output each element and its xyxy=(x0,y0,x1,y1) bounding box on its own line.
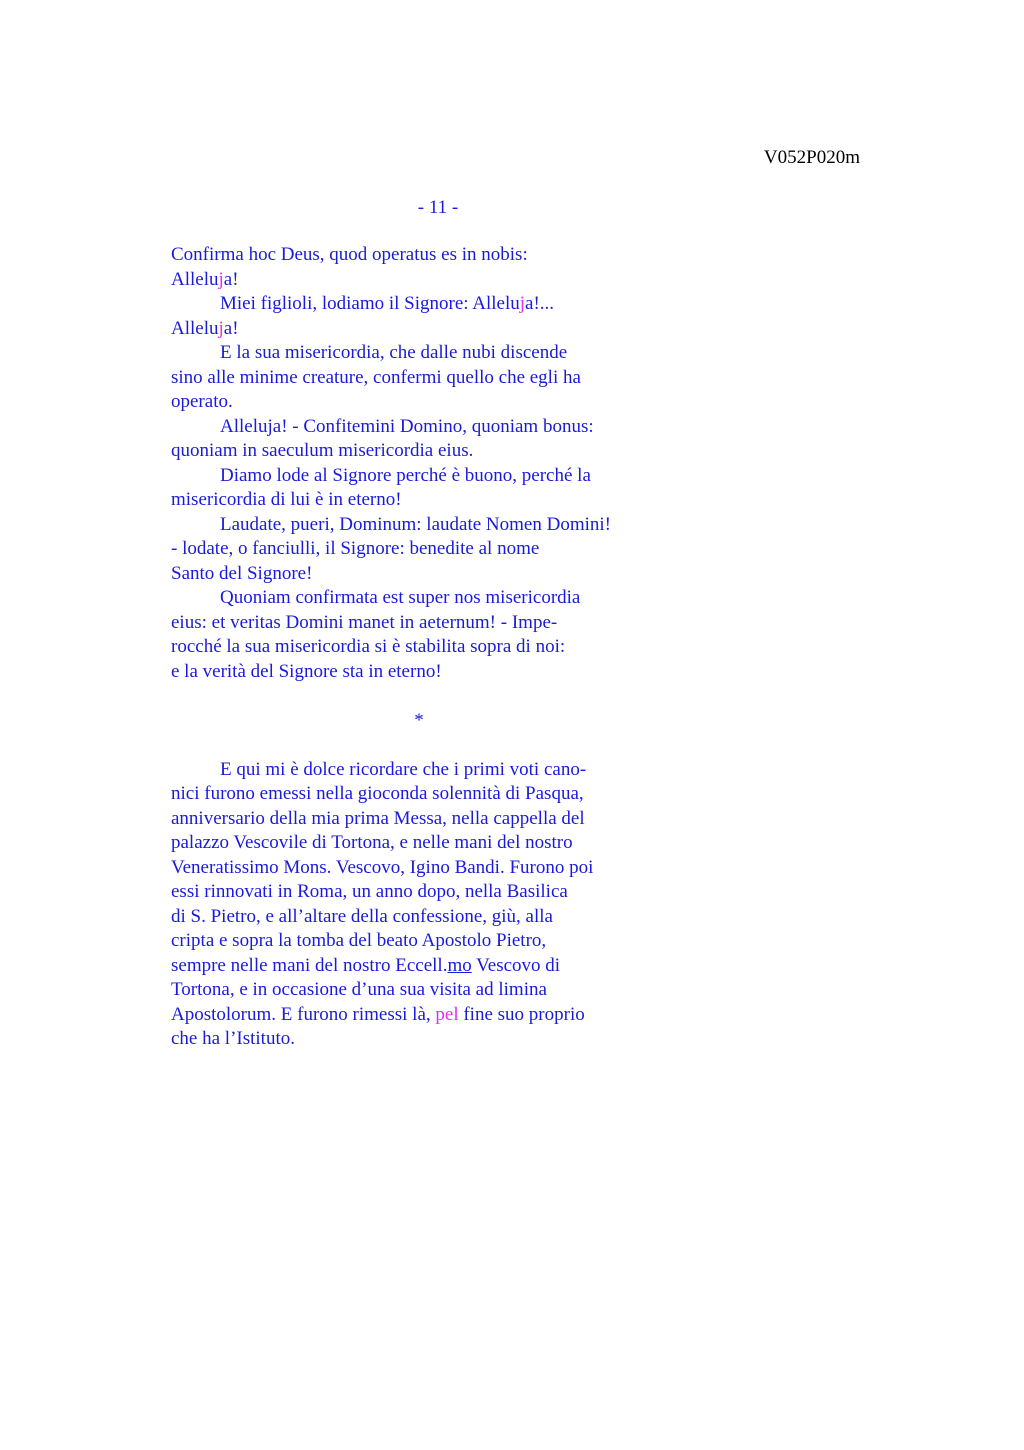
text-line xyxy=(171,586,731,611)
text-line xyxy=(171,635,731,660)
text-run: a! xyxy=(223,317,239,339)
spacer xyxy=(171,733,731,758)
text-line xyxy=(171,464,731,489)
text-run: Veneratissimo Mons. Vescovo, Igino Bandi. Furono poi xyxy=(171,856,594,878)
text-run: Allelu xyxy=(171,268,219,290)
text-line xyxy=(171,807,731,832)
text-line xyxy=(171,562,731,587)
text-line xyxy=(171,513,731,538)
document-body xyxy=(171,243,731,1052)
text-line xyxy=(171,831,731,856)
text-run: Allelu xyxy=(171,317,219,339)
text-line xyxy=(171,782,731,807)
text-run: di S. Pietro, e all’altare della confessione, giù, alla xyxy=(171,905,553,927)
underlined-text: mo xyxy=(447,954,472,976)
highlighted-text: j xyxy=(218,268,224,290)
page-number: - 11 - xyxy=(417,197,459,218)
text-run: Tortona, e in occasione d’una sua visita ad limina xyxy=(171,979,547,1000)
text-run: cripta e sopra la tomba del beato Apostolo Pietro, xyxy=(171,930,547,951)
text-line xyxy=(171,488,731,513)
text-run: Confirma hoc Deus, quod operatus es in nobis: xyxy=(171,244,528,265)
text-line xyxy=(171,660,731,685)
text-run: Alleluja! - Confitemini Domino, quoniam bonus: xyxy=(220,415,594,437)
text-run: quoniam in saeculum misericordia eius. xyxy=(171,440,474,461)
text-block-vows xyxy=(171,758,731,1052)
text-run: Apostolorum. E furono rimessi là, xyxy=(171,1003,436,1025)
text-line xyxy=(171,537,731,562)
text-run: anniversario della mia prima Messa, nella cappella del xyxy=(171,807,585,829)
text-run: palazzo Vescovile di Tortona, e nelle mani del nostro xyxy=(171,832,573,853)
text-line xyxy=(171,415,731,440)
text-run: Santo del Signore! xyxy=(171,562,313,584)
text-line xyxy=(171,880,731,905)
text-run: che ha l’Istituto. xyxy=(171,1028,295,1049)
text-line xyxy=(171,611,731,636)
text-run: Quoniam confirmata est super nos misericordia xyxy=(220,587,581,608)
text-run: E la sua misericordia, che dalle nubi discende xyxy=(220,342,568,363)
text-run: essi rinnovati in Roma, un anno dopo, nella Basilica xyxy=(171,881,568,902)
document-code: V052P020m xyxy=(763,147,860,168)
text-line xyxy=(171,1027,731,1052)
text-line xyxy=(171,929,731,954)
text-run: misericordia di lui è in eterno! xyxy=(171,489,402,510)
text-run: fine suo proprio xyxy=(458,1003,585,1025)
highlighted-text: j xyxy=(519,293,526,314)
text-line xyxy=(171,390,731,415)
text-run: sempre nelle mani del nostro Eccell. xyxy=(171,954,448,976)
text-run: Vescovo di xyxy=(471,954,561,976)
text-run: Laudate, pueri, Dominum: laudate Nomen Domini! xyxy=(220,513,611,535)
text-run: e la verità del Signore sta in eterno! xyxy=(171,660,442,682)
text-line xyxy=(171,954,731,979)
text-run: Diamo lode al Signore perché è buono, perché la xyxy=(220,464,591,486)
text-run: E qui mi è dolce ricordare che i primi voti cano- xyxy=(220,758,587,780)
highlighted-text: j xyxy=(218,317,224,339)
highlighted-text: pel xyxy=(435,1003,459,1025)
text-block-prayer xyxy=(171,243,731,684)
text-line xyxy=(171,978,731,1003)
text-line xyxy=(171,905,731,930)
text-line xyxy=(171,758,731,783)
text-line xyxy=(171,292,731,317)
text-run: nici furono emessi nella gioconda solennità di Pasqua, xyxy=(171,783,584,804)
text-run: a!... xyxy=(525,293,555,314)
spacer xyxy=(171,684,731,709)
text-run: operato. xyxy=(171,391,233,412)
text-line xyxy=(171,1003,731,1028)
section-separator: * xyxy=(414,709,424,731)
text-run: - lodate, o fanciulli, il Signore: benedite al nome xyxy=(171,538,540,559)
text-run: Miei figlioli, lodiamo il Signore: Allelu xyxy=(220,293,520,314)
text-line xyxy=(171,317,731,342)
text-run: a! xyxy=(223,268,239,290)
text-run: sino alle minime creature, confermi quello che egli ha xyxy=(171,366,581,388)
text-line xyxy=(171,341,731,366)
text-run: rocché la sua misericordia si è stabilita sopra di noi: xyxy=(171,636,566,657)
text-line xyxy=(171,243,731,268)
text-line xyxy=(171,856,731,881)
text-line xyxy=(171,366,731,391)
text-line xyxy=(171,439,731,464)
text-line xyxy=(171,268,731,293)
text-run: eius: et veritas Domini manet in aeternum! - Impe- xyxy=(171,611,558,633)
